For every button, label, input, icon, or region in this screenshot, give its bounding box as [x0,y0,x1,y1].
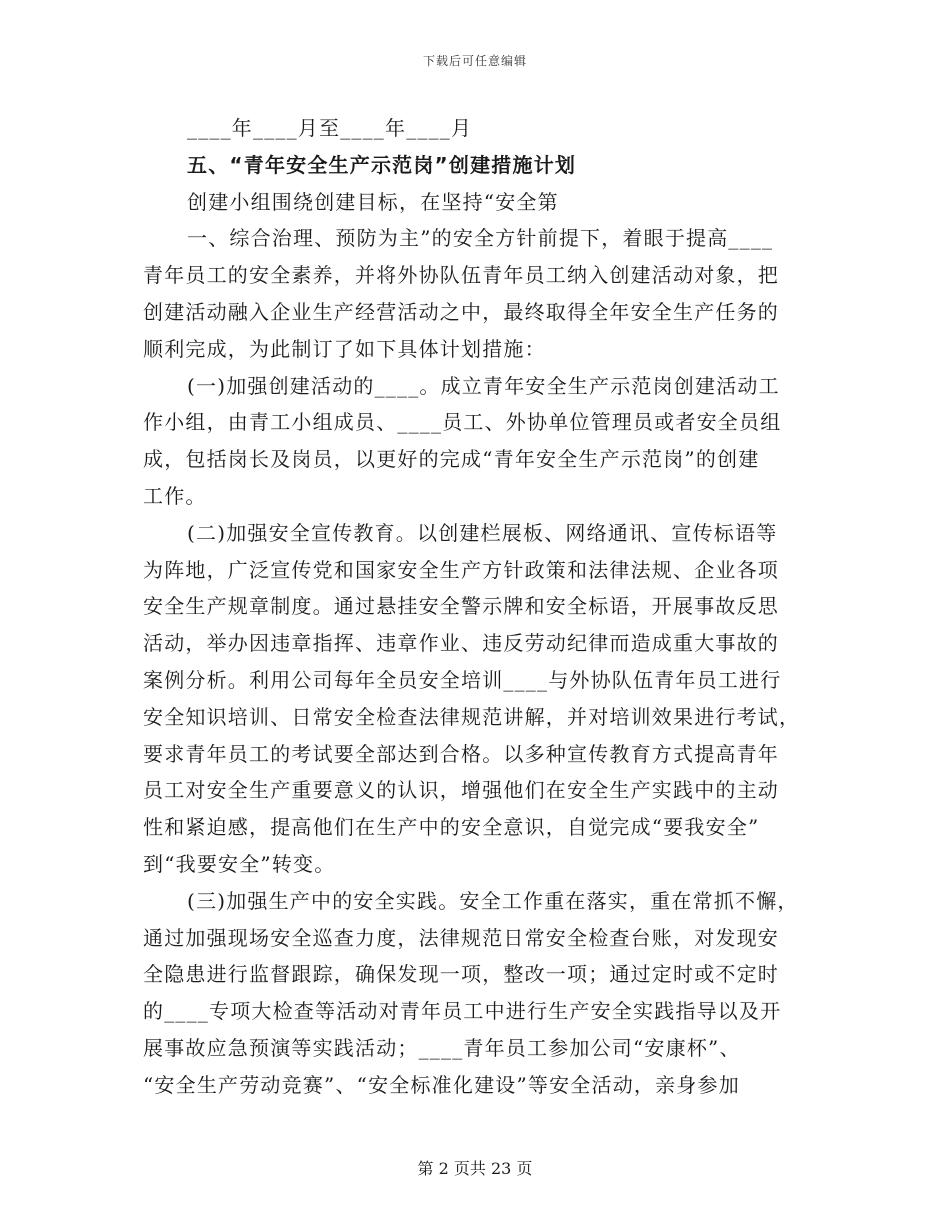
paragraph-line: 活动，举办因违章指挥、违章作业、违反劳动纪律而造成重大事故的 [143,631,779,656]
paragraph-line: 要求青年员工的考试要全部达到合格。以多种宣传教育方式提高青年 [143,741,779,766]
date-range-line: ____年____月至____年____月 [187,116,473,140]
paragraph-line: 作小组，由青工小组成员、____员工、外协单位管理员或者安全员组 [143,410,782,435]
paragraph-line: 青年员工的安全素养，并将外协队伍青年员工纳入创建活动对象，把 [143,263,779,288]
paragraph-line: 的____专项大检查等活动对青年员工中进行生产安全实践指导以及开 [143,999,782,1024]
paragraph-line: 一、综合治理、预防为主”的安全方针前提下，着眼于提高____ [187,226,774,251]
section-heading: 五、“青年安全生产示范岗”创建措施计划 [187,152,577,177]
paragraph-line: 创建活动融入企业生产经营活动之中，最终取得全年安全生产任务的 [143,299,779,324]
paragraph-line: 到“我要安全”转变。 [143,851,336,876]
paragraph-line: 员工对安全生产重要意义的认识，增强他们在安全生产实践中的主动 [143,778,779,803]
paragraph-line: 全隐患进行监督跟踪，确保发现一项，整改一项；通过定时或不定时 [143,962,779,987]
paragraph-line: 顺利完成，为此制订了如下具体计划措施： [143,336,546,361]
page-header: 下载后可任意编辑 [422,54,527,68]
paragraph-line: (三)加强生产中的安全实践。安全工作重在落实，重在常抓不懈， [187,888,799,913]
paragraph-line: 工作。 [143,483,207,508]
paragraph-line: 案例分析。利用公司每年全员安全培训____与外协队伍青年员工进行 [143,667,782,692]
paragraph-line: (一)加强创建活动的____。成立青年安全生产示范岗创建活动工 [187,373,780,398]
paragraph-line: 通过加强现场安全巡查力度，法律规范日常安全检查台账，对发现安 [143,925,779,950]
paragraph-line: 安全知识培训、日常安全检查法律规范讲解，并对培训效果进行考试， [143,704,801,729]
paragraph-line: (二)加强安全宣传教育。以创建栏展板、网络通讯、宣传标语等 [187,520,778,545]
paragraph-line: 为阵地，广泛宣传党和国家安全生产方针政策和法律法规、企业各项 [143,557,779,582]
paragraph-line: 展事故应急预演等实践活动；____青年员工参加公司“安康杯”、 [143,1035,741,1060]
paragraph-line: 安全生产规章制度。通过悬挂安全警示牌和安全标语，开展事故反思 [143,594,779,619]
paragraph-line: 性和紧迫感，提高他们在生产中的安全意识，自觉完成“要我安全” [143,815,760,840]
document-body [143,110,803,1104]
paragraph-line: 成，包括岗长及岗员，以更好的完成“青年安全生产示范岗”的创建 [143,447,760,472]
paragraph-line: 创建小组围绕创建目标，在坚持“安全第 [187,189,559,214]
page-number: 第 2 页共 23 页 [417,1159,533,1178]
paragraph-line: “安全生产劳动竞赛”、“安全标准化建设”等安全活动，亲身参加 [143,1072,740,1097]
